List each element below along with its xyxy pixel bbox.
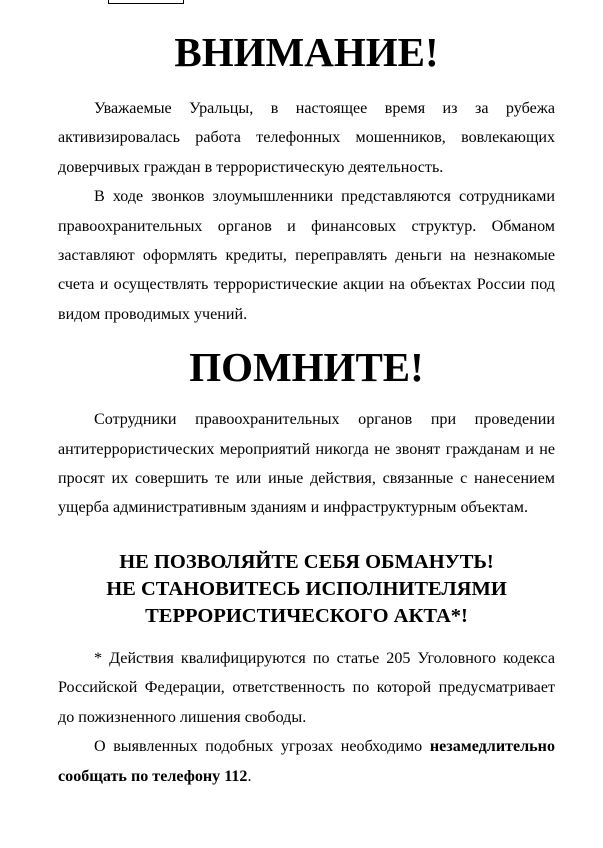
warning-line-3: ТЕРРОРИСТИЧЕСКОГО АКТА*! xyxy=(145,604,468,627)
heading-remember: ПОМНИТЕ! xyxy=(189,344,424,391)
spacer xyxy=(58,523,555,549)
report-paragraph xyxy=(58,732,555,791)
heading-attention: ВНИМАНИЕ! xyxy=(174,29,439,75)
warning-line-2: НЕ СТАНОВИТЕСЬ ИСПОЛНИТЕЛЯМИ xyxy=(106,577,507,600)
warning-line-1: НЕ ПОЗВОЛЯЙТЕ СЕБЯ ОБМАНУТЬ! xyxy=(119,550,494,573)
spacer xyxy=(58,630,555,644)
spacer xyxy=(58,76,555,94)
report-text-start: О выявленных подобных угрозах необходимо xyxy=(94,738,423,756)
remember-paragraph: Сотрудники правоохранительных органов при проведении антитеррористических мероприятий никогда не звонят гражданам и не просят их совершить те или иные действия, связанные с нанесением ущерба административным зданиям и инфраструктурным объектам. xyxy=(58,411,555,517)
report-text-end: . xyxy=(247,767,252,785)
notice-document xyxy=(58,22,555,791)
report-phone-instruction: незамедлительно сообщать по телефону 112 xyxy=(58,738,556,785)
spacer xyxy=(58,391,555,405)
top-frame-fragment xyxy=(108,0,184,4)
intro-paragraph: Уважаемые Уральцы, в настоящее время из за рубежа активизировалась работа телефонных мошенников, вовлекающих доверчивых граждан в террористическую деятельность. xyxy=(58,100,555,176)
footnote-paragraph: * Действия квалифицируются по статье 205 Уголовного кодекса Российской Федерации, ответственность по которой предусматривает до пожизненного лишения свободы. xyxy=(58,649,555,726)
scheme-paragraph: В ходе звонков злоумышленники представляются сотрудниками правоохранительных органов и финансовых структур. Обманом заставляют оформлять кредиты, переправлять деньги на незнакомые счета и осуществлять террористические акции на объектах России под видом проводимых учений. xyxy=(58,188,555,323)
warning-block xyxy=(58,549,555,630)
spacer xyxy=(58,329,555,343)
